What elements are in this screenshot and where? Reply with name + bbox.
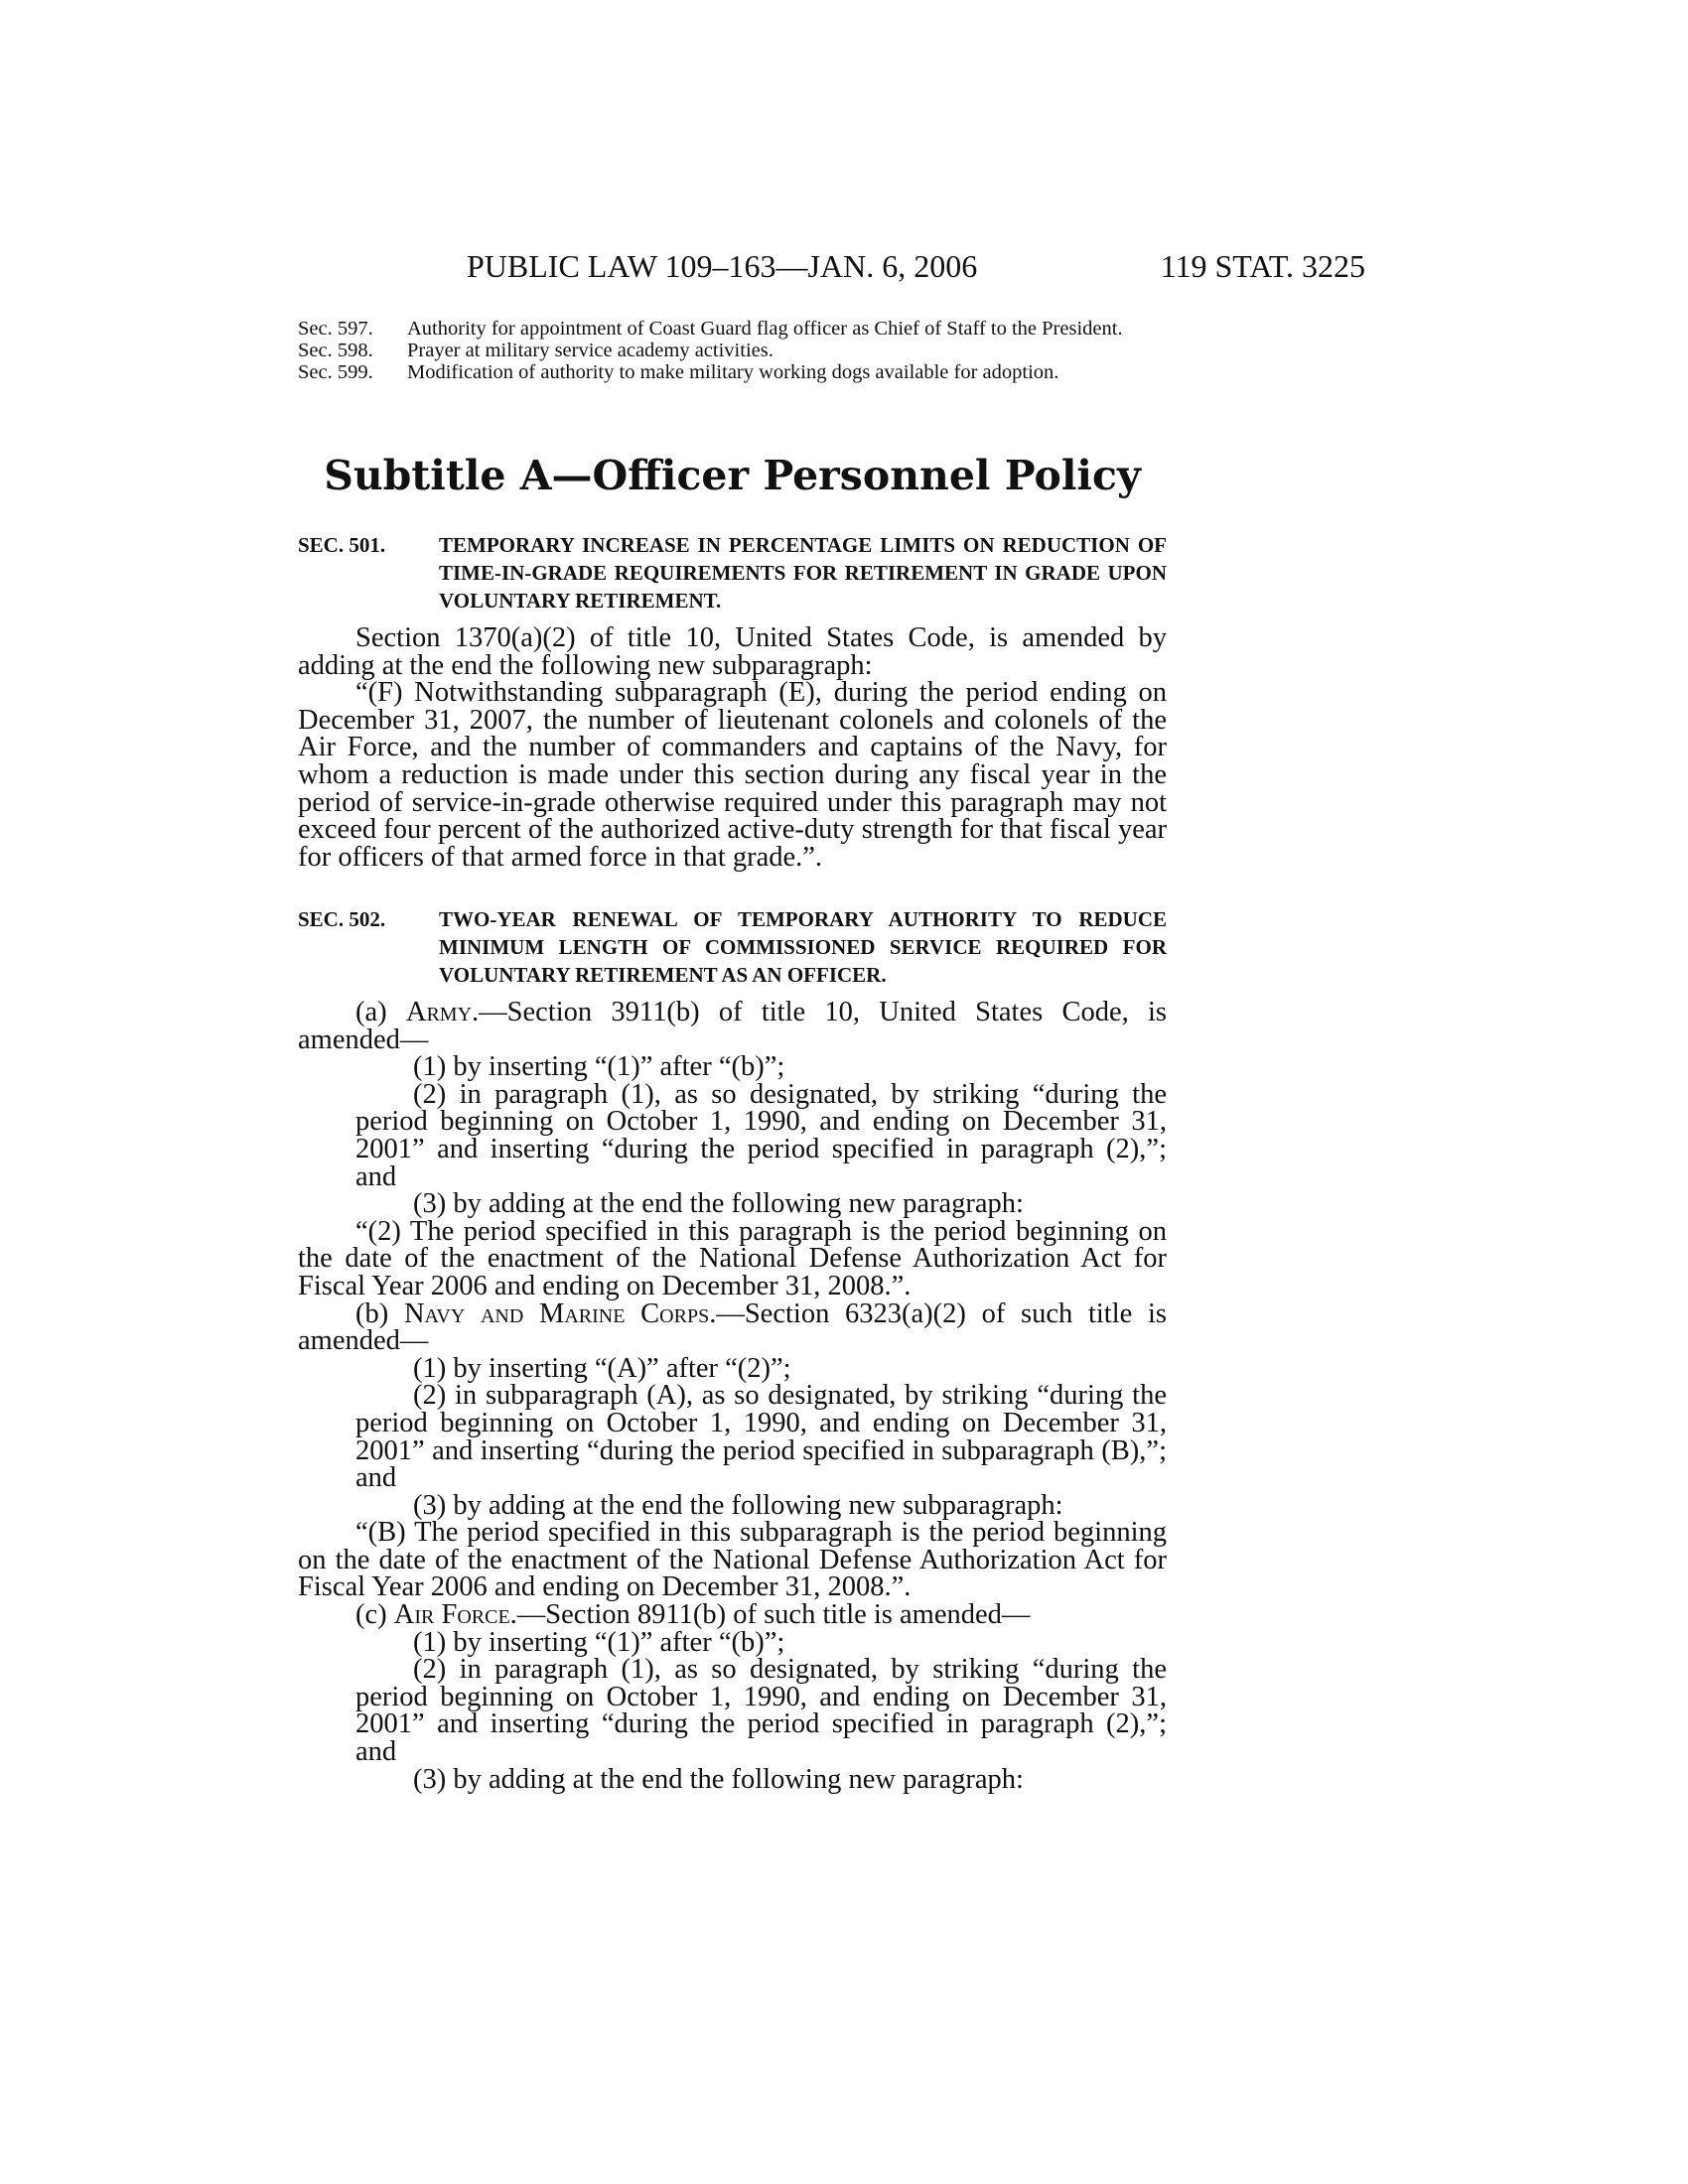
paragraph-item: (1) by inserting “(1)” after “(b)”; <box>413 1626 785 1658</box>
paragraph-item: (1) by inserting “(A)” after “(2)”; <box>413 1352 791 1384</box>
toc-entry-number: Sec. 597. <box>298 318 373 340</box>
toc-entry-text: Authority for appointment of Coast Guard flag officer as Chief of Staff to the President. <box>407 318 1123 340</box>
paragraph-item: (3) by adding at the end the following new paragraph: <box>413 1188 1024 1220</box>
section-title: TWO-YEAR RENEWAL OF TEMPORARY AUTHORITY TO REDUCE MINIMUM LENGTH OF COMMISSIONED SERVICE REQUIRED FOR VOLUNTARY RETIREMENT AS AN OFFICER. <box>439 907 1167 987</box>
section-number: SEC. 502. <box>298 907 386 931</box>
section-number: SEC. 501. <box>298 533 386 557</box>
paragraph-item: (2) in paragraph (1), as so designated, by striking “during the period beginning on October 1, 1990, and ending on December 31, 2001” and inserting “during the period specified in paragraph (2),”; and <box>355 1078 1167 1192</box>
table-of-contents <box>298 318 1167 383</box>
toc-entry-number: Sec. 599. <box>298 361 373 383</box>
subsection-a <box>298 999 1167 1053</box>
running-head <box>298 248 1365 288</box>
subsection-b <box>298 1297 1167 1357</box>
paragraph-item: (2) in subparagraph (A), as so designated, by striking “during the period beginning on October 1, 1990, and ending on December 31, 2001” and inserting “during the period specified in subparagraph (B),”; and <box>355 1380 1167 1494</box>
subsection-label: (b) <box>355 1297 404 1329</box>
subsection-text: .—Section 6323(a)(2) of such title is amended— <box>298 1297 1167 1357</box>
toc-entry <box>298 340 1167 361</box>
section-502 <box>298 905 1167 1793</box>
quoted-paragraph: “(B) The period specified in this subparagraph is the period beginning on the date of the enactment of the National Defense Authorization Act for Fiscal Year 2006 and ending on December 31, 2008.”. <box>298 1517 1167 1603</box>
toc-entry-text: Modification of authority to make military working dogs available for adoption. <box>407 361 1059 383</box>
section-title: TEMPORARY INCREASE IN PERCENTAGE LIMITS ON REDUCTION OF TIME-IN-GRADE REQUIREMENTS FOR RETIREMENT IN GRADE UPON VOLUNTARY RETIREMENT. <box>439 533 1167 613</box>
section-501 <box>298 531 1167 871</box>
subsection-text: .—Section 8911(b) of such title is amended— <box>509 1599 1031 1631</box>
paragraph-item: (3) by adding at the end the following new subparagraph: <box>413 1489 1063 1521</box>
toc-entry-text: Prayer at military service academy activities. <box>407 340 774 361</box>
paragraph-item: (2) in paragraph (1), as so designated, by striking “during the period beginning on October 1, 1990, and ending on December 31, 2001” and inserting “during the period specified in paragraph (2),”; and <box>355 1654 1167 1768</box>
paragraph-item: (3) by adding at the end the following new paragraph: <box>413 1763 1024 1795</box>
toc-entry <box>298 361 1167 383</box>
subsection-label: (c) <box>355 1599 394 1631</box>
paragraph-item: (1) by inserting “(1)” after “(b)”; <box>413 1051 785 1083</box>
quoted-paragraph: “(F) Notwithstanding subparagraph (E), during the period ending on December 31, 2007, the number of lieutenant colonels and colonels of the Air Force, and the number of commanders and captains of the Navy, for whom a reduction is made under this section during any fiscal year in the period of service-in-grade otherwise required under this paragraph may not exceed four percent of the authorized active-duty strength for that fiscal year for officers of that armed force in that grade.”. <box>298 677 1167 873</box>
subsection-heading: Army <box>405 997 473 1027</box>
subsection-c <box>298 1601 1167 1629</box>
toc-entry <box>298 318 1167 340</box>
subsection-heading: Air Force <box>393 1599 510 1631</box>
quoted-paragraph: “(2) The period specified in this paragraph is the period beginning on the date of the enactment of the National Defense Authorization Act for Fiscal Year 2006 and ending on December 31, 2008.”. <box>298 1215 1167 1301</box>
running-head-title: PUBLIC LAW 109–163—JAN. 6, 2006 <box>467 248 978 284</box>
subtitle-heading: Subtitle A—Officer Personnel Policy <box>324 452 1141 499</box>
subsection-text: .—Section 3911(b) of title 10, United States Code, is amended— <box>298 997 1167 1055</box>
subsection-label: (a) <box>355 997 406 1027</box>
section-heading <box>298 531 1167 614</box>
toc-entry-number: Sec. 598. <box>298 340 373 361</box>
subsection-heading: Navy and Marine Corps <box>403 1297 710 1329</box>
paragraph: Section 1370(a)(2) of title 10, United States Code, is amended by adding at the end the following new subparagraph: <box>298 622 1167 681</box>
section-heading <box>298 905 1167 989</box>
statute-page-number: 119 STAT. 3225 <box>1160 248 1365 284</box>
